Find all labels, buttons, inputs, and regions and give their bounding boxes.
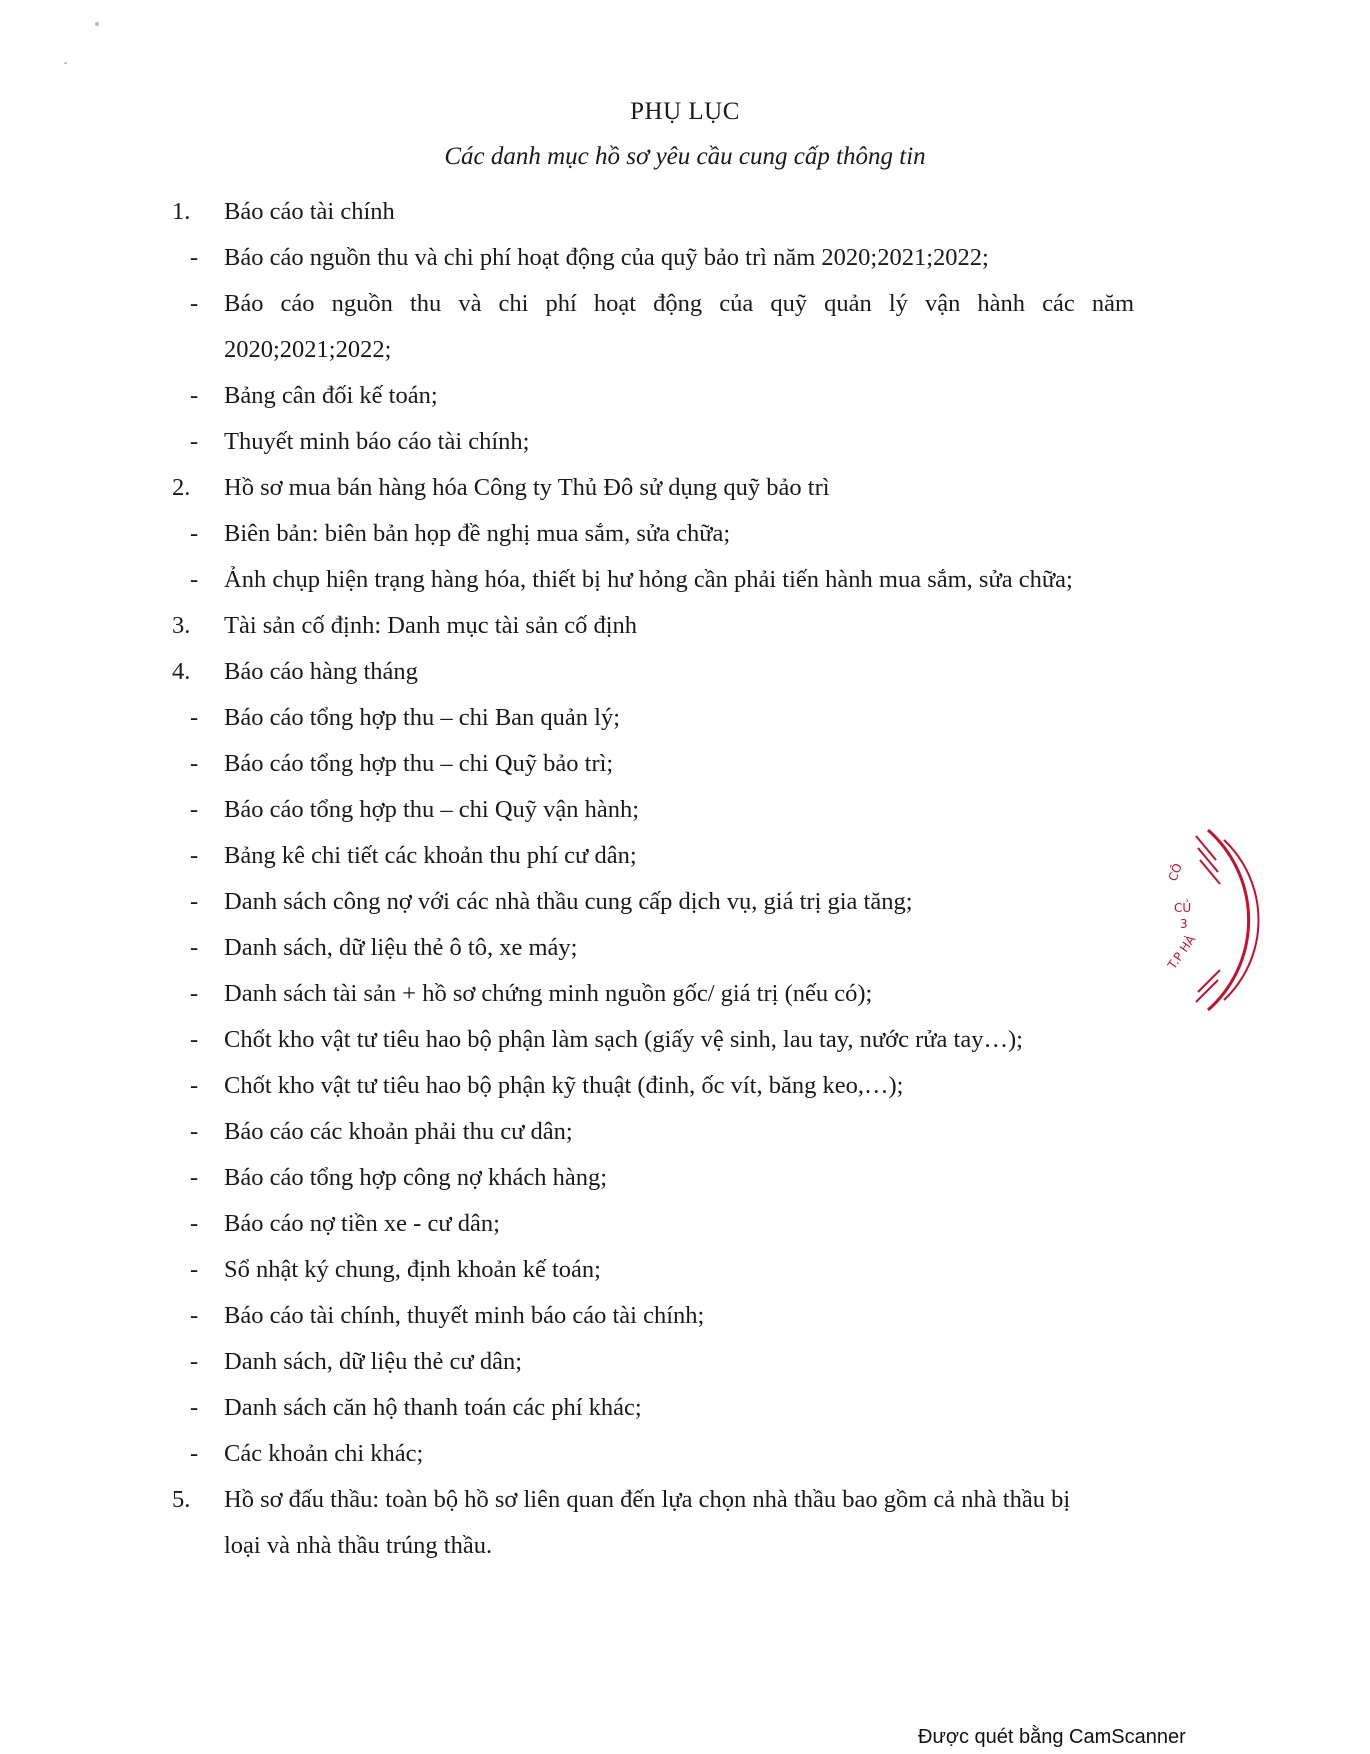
bullet-dash: - xyxy=(190,1118,199,1145)
list-item-text: Biên bản: biên bản họp đề nghị mua sắm, sửa chữa; xyxy=(224,520,731,547)
stamp-text: CÔ xyxy=(1165,861,1185,884)
stamp-text: T.P HÀ xyxy=(1164,932,1199,972)
list-item-text: Chốt kho vật tư tiêu hao bộ phận làm sạch (giấy vệ sinh, lau tay, nước rửa tay…); xyxy=(224,1026,1023,1053)
bullet-dash: - xyxy=(190,888,199,915)
list-item-text: Ảnh chụp hiện trạng hàng hóa, thiết bị hư hỏng cần phải tiến hành mua sắm, sửa chữa; xyxy=(224,566,1073,593)
list-item-text: Danh sách căn hộ thanh toán các phí khác; xyxy=(224,1394,642,1421)
bullet-dash: - xyxy=(190,244,199,271)
bullet-dash: - xyxy=(190,1072,199,1099)
bullet-dash: - xyxy=(190,1164,199,1191)
bullet-dash: - xyxy=(190,704,199,731)
list-item-text: Thuyết minh báo cáo tài chính; xyxy=(224,428,530,455)
list-item-text: Bảng cân đối kế toán; xyxy=(224,382,438,409)
bullet-dash: - xyxy=(190,842,199,869)
section-number: 5. xyxy=(172,1486,191,1513)
list-item-text: Báo cáo tổng hợp thu – chi Quỹ vận hành; xyxy=(224,796,640,823)
stamp-text: 3 xyxy=(1180,917,1188,931)
bullet-dash: - xyxy=(190,290,199,317)
list-item-text: Chốt kho vật tư tiêu hao bộ phận kỹ thuật (đinh, ốc vít, băng keo,…); xyxy=(224,1072,904,1099)
bullet-dash: - xyxy=(190,796,199,823)
section-number: 1. xyxy=(172,198,191,225)
bullet-dash: - xyxy=(190,520,199,547)
list-item-text: Báo cáo tổng hợp công nợ khách hàng; xyxy=(224,1164,608,1191)
stamp-text: CỦ xyxy=(1174,901,1192,915)
section-title-continuation: loại và nhà thầu trúng thầu. xyxy=(224,1532,493,1559)
list-item-text: Báo cáo các khoản phải thu cư dân; xyxy=(224,1118,573,1145)
bullet-dash: - xyxy=(190,382,199,409)
page-subtitle: Các danh mục hồ sơ yêu cầu cung cấp thông tin xyxy=(444,143,926,170)
bullet-dash: - xyxy=(190,1302,199,1329)
list-item-text: Báo cáo nguồn thu và chi phí hoạt động của quỹ quản lý vận hành các năm xyxy=(224,290,1134,317)
list-item-text: Báo cáo nợ tiền xe - cư dân; xyxy=(224,1210,500,1237)
list-item-text: Các khoản chi khác; xyxy=(224,1440,424,1467)
scan-speck xyxy=(95,22,99,26)
page-title: PHỤ LỤC xyxy=(630,98,740,125)
red-stamp-seal xyxy=(1164,820,1258,1020)
list-item-text: Danh sách, dữ liệu thẻ ô tô, xe máy; xyxy=(224,934,578,961)
scan-speck xyxy=(64,62,67,64)
bullet-dash: - xyxy=(190,428,199,455)
bullet-dash: - xyxy=(190,1026,199,1053)
list-item-text: Báo cáo tổng hợp thu – chi Quỹ bảo trì; xyxy=(224,750,614,777)
list-item-text: Danh sách, dữ liệu thẻ cư dân; xyxy=(224,1348,523,1375)
bullet-dash: - xyxy=(190,1394,199,1421)
list-item-text: Bảng kê chi tiết các khoản thu phí cư dân; xyxy=(224,842,637,869)
list-item-text: Báo cáo nguồn thu và chi phí hoạt động của quỹ bảo trì năm 2020;2021;2022; xyxy=(224,244,989,271)
section-number: 3. xyxy=(172,612,191,639)
bullet-dash: - xyxy=(190,934,199,961)
section-title: Hồ sơ đấu thầu: toàn bộ hồ sơ liên quan đến lựa chọn nhà thầu bao gồm cả nhà thầu bị xyxy=(224,1486,1071,1513)
bullet-dash: - xyxy=(190,1348,199,1375)
bullet-dash: - xyxy=(190,1440,199,1467)
section-title: Hồ sơ mua bán hàng hóa Công ty Thủ Đô sử dụng quỹ bảo trì xyxy=(224,474,830,501)
section-title: Tài sản cố định: Danh mục tài sản cố định xyxy=(224,612,637,639)
list-item-text: Báo cáo tổng hợp thu – chi Ban quản lý; xyxy=(224,704,621,731)
bullet-dash: - xyxy=(190,750,199,777)
section-title: Báo cáo tài chính xyxy=(224,198,395,225)
list-item-text: Sổ nhật ký chung, định khoản kế toán; xyxy=(224,1256,601,1283)
bullet-dash: - xyxy=(190,566,199,593)
list-item-text: Báo cáo tài chính, thuyết minh báo cáo tài chính; xyxy=(224,1302,705,1329)
section-number: 4. xyxy=(172,658,191,685)
bullet-dash: - xyxy=(190,1256,199,1283)
bullet-dash: - xyxy=(190,980,199,1007)
list-item-text: Danh sách công nợ với các nhà thầu cung cấp dịch vụ, giá trị gia tăng; xyxy=(224,888,913,915)
list-item-text: Danh sách tài sản + hồ sơ chứng minh nguồn gốc/ giá trị (nếu có); xyxy=(224,980,873,1007)
bullet-dash: - xyxy=(190,1210,199,1237)
section-number: 2. xyxy=(172,474,191,501)
section-title: Báo cáo hàng tháng xyxy=(224,658,418,685)
scanner-watermark: Được quét bằng CamScanner xyxy=(918,1726,1186,1748)
list-item-text: 2020;2021;2022; xyxy=(224,336,392,363)
